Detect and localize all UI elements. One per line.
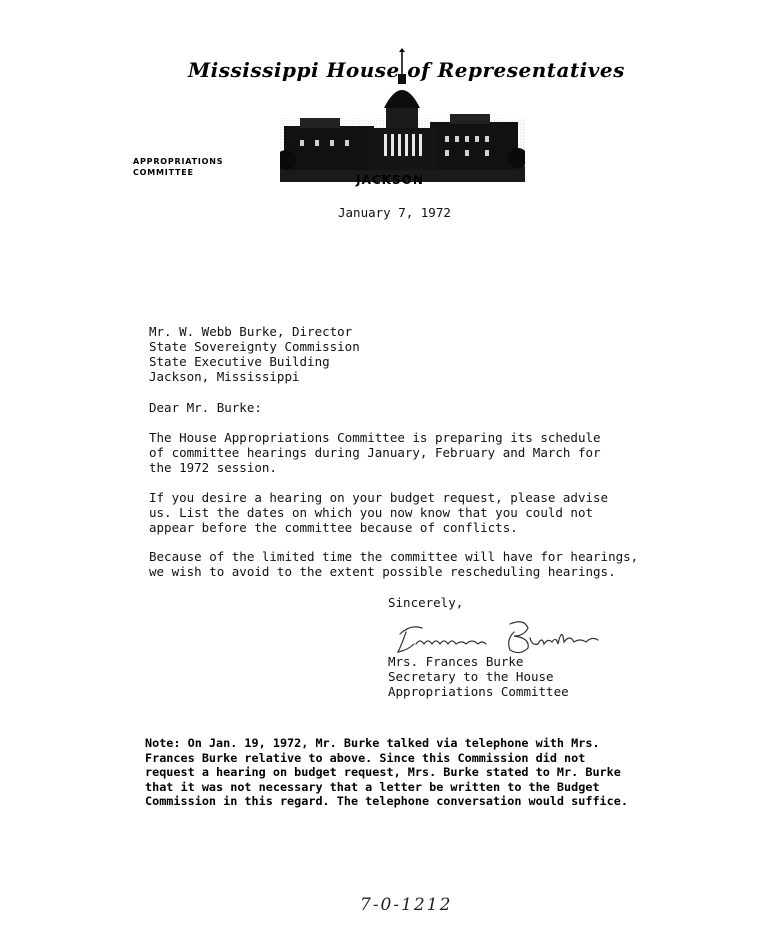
body-p1-line1: The House Appropriations Committee is preparing its schedule <box>149 430 601 445</box>
handwritten-signature <box>392 614 612 658</box>
body-paragraph-2 <box>149 490 608 535</box>
signer-name: Mrs. Frances Burke <box>388 654 524 669</box>
handwritten-document-number: 7-0-1212 <box>360 895 453 915</box>
typed-note <box>145 736 628 809</box>
note-line4: that it was not necessary that a letter be written to the Budget <box>145 779 600 794</box>
recipient-line2: State Sovereignty Commission <box>149 339 360 354</box>
note-line5: Commission in this regard. The telephone conversation would suffice. <box>145 794 628 808</box>
note-line3: request a hearing on budget request, Mrs. Burke stated to Mr. Burke <box>145 765 621 779</box>
note-line1: Note: On Jan. 19, 1972, Mr. Burke talked via telephone with Mrs. <box>145 736 600 750</box>
note-line2: Frances Burke relative to above. Since this Commission did not <box>145 750 586 765</box>
body-p1-line2: of committee hearings during January, February and March for <box>149 445 601 460</box>
committee-label <box>133 156 223 178</box>
committee-label-line1: APPROPRIATIONS <box>133 157 224 166</box>
body-paragraph-1 <box>149 430 601 475</box>
body-paragraph-3 <box>149 549 638 579</box>
body-p1-line3: the 1972 session. <box>149 460 277 475</box>
body-p3-line1: Because of the limited time the committee will have for hearings, <box>149 549 639 564</box>
letterhead-city: JACKSON <box>356 173 424 187</box>
salutation <box>149 400 262 415</box>
recipient-line1: Mr. W. Webb Burke, Director <box>149 324 353 339</box>
recipient-line4: Jackson, Mississippi <box>149 369 300 384</box>
signer-title-line2: Appropriations Committee <box>388 684 569 699</box>
committee-label-line2: COMMITTEE <box>133 168 194 177</box>
body-p2-line1: If you desire a hearing on your budget request, please advise <box>149 490 609 505</box>
salutation-text: Dear Mr. Burke: <box>149 400 262 415</box>
recipient-line3: State Executive Building <box>149 354 330 369</box>
letterhead-title: Mississippi House of Representatives <box>188 58 625 82</box>
letter-date: January 7, 1972 <box>338 205 451 220</box>
recipient-address <box>149 324 360 384</box>
complimentary-close: Sincerely, <box>388 595 464 610</box>
body-p2-line2: us. List the dates on which you now know that you could not <box>149 505 594 520</box>
signer-block <box>388 654 569 699</box>
signer-title-line1: Secretary to the House <box>388 669 554 684</box>
body-p3-line2: we wish to avoid to the extent possible rescheduling hearings. <box>149 564 616 579</box>
body-p2-line3: appear before the committee because of conflicts. <box>149 520 518 535</box>
